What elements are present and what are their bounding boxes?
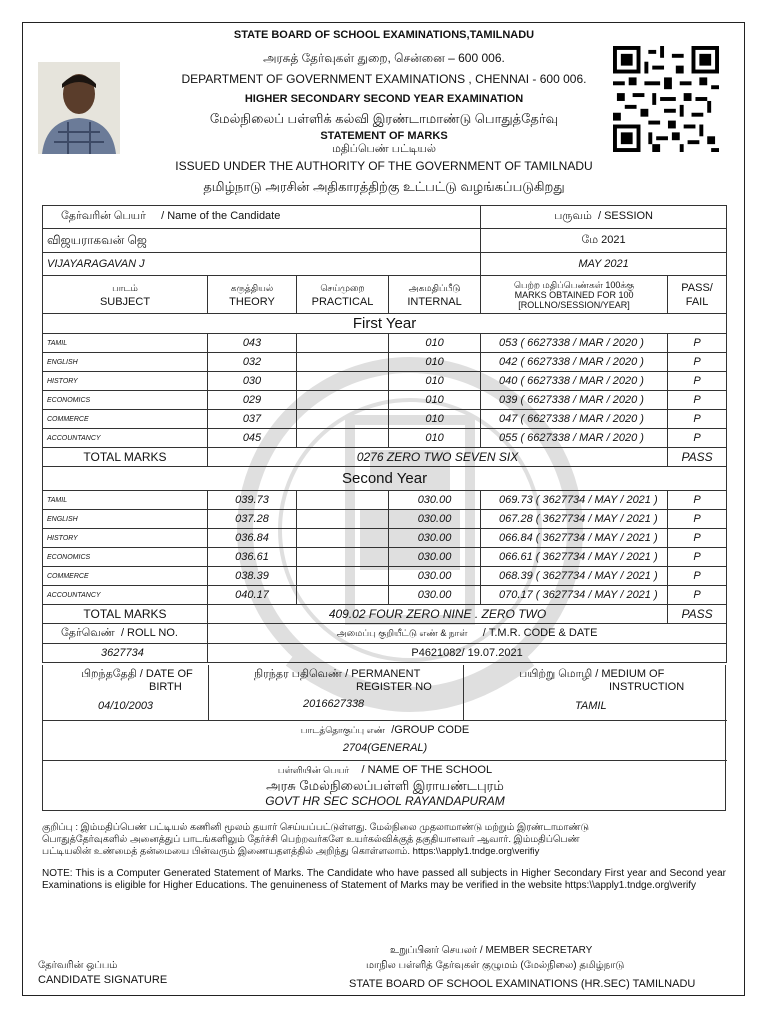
first-year-title: First Year (43, 314, 727, 334)
internal-mark: 030.00 (389, 510, 481, 529)
practical-mark (297, 586, 389, 605)
subject-row (43, 391, 727, 410)
subject-name: ECONOMICS (43, 391, 208, 410)
school-label-tamil: பள்ளியின் பெயர் (277, 765, 350, 775)
dept-title-tamil: அரசுத் தேர்வுகள் துறை, சென்னை – 600 006. (263, 51, 505, 65)
theory-mark: 040.17 (208, 586, 297, 605)
practical-mark (297, 353, 389, 372)
candidate-signature-tamil: தேர்வரின் ஒப்பம் (38, 960, 118, 971)
candidate-signature-label: CANDIDATE SIGNATURE (38, 974, 168, 986)
theory-mark: 036.84 (208, 529, 297, 548)
tmr-code: P4621082/ 19.07.2021 (208, 644, 727, 663)
subject-name: HISTORY (43, 529, 208, 548)
medium-cell (463, 665, 727, 720)
statement-title-tamil: மதிப்பெண் பட்டியல் (331, 143, 437, 155)
school-label: / NAME OF THE SCHOOL (361, 764, 493, 776)
dob-label: / DATE OF (139, 668, 193, 680)
obtained-mark: 069.73 ( 3627734 / MAY / 2021 ) (481, 491, 668, 510)
col-theory: கருத்தியல் THEORY (208, 276, 297, 314)
practical-mark (297, 429, 389, 448)
tmr-label: / T.M.R. CODE & DATE (482, 627, 598, 639)
practical-mark (297, 567, 389, 586)
session-label: / SESSION (597, 210, 654, 222)
dob-cell (43, 665, 209, 720)
col-internal: அகமதிப்பீடு INTERNAL (389, 276, 481, 314)
group-cell (43, 720, 727, 761)
note-tamil-2: பொதுத்தேர்வுகளில் அனைத்துப் பாடங்களிலும் தேர்ச்சி பெற்றவர்களே உயர்கல்விக்குத் தகுதியானவர் ஆவார். இம்மதிப்பெண் (42, 834, 580, 845)
second-year-title: Second Year (43, 467, 727, 491)
subject-name: ENGLISH (43, 353, 208, 372)
obtained-mark: 039 ( 6627338 / MAR / 2020 ) (481, 391, 668, 410)
subject-name: TAMIL (43, 334, 208, 353)
internal-mark: 010 (389, 334, 481, 353)
theory-mark: 038.39 (208, 567, 297, 586)
roll-label: / ROLL NO. (120, 626, 178, 639)
internal-mark: 010 (389, 429, 481, 448)
note-tamil-3: பட்டியலின் உண்மைத் தன்மையை பின்வரும் இணையதளத்தில் அறிந்து கொள்ளலாம். https:\\apply1.tndge.org\verifiy (42, 846, 540, 857)
practical-mark (297, 334, 389, 353)
result: P (668, 491, 727, 510)
subject-name: COMMERCE (43, 410, 208, 429)
subject-row (43, 410, 727, 429)
result: P (668, 372, 727, 391)
theory-mark: 037.28 (208, 510, 297, 529)
theory-mark: 029 (208, 391, 297, 410)
group-value: 2704(GENERAL) (342, 742, 428, 754)
subject-row (43, 529, 727, 548)
session: MAY 2021 (481, 253, 727, 276)
subject-name: COMMERCE (43, 567, 208, 586)
first-year-rows (43, 334, 727, 448)
session-tamil: மே 2021 (481, 229, 727, 253)
internal-mark: 030.00 (389, 491, 481, 510)
subject-name: ACCOUNTANCY (43, 586, 208, 605)
board-title: STATE BOARD OF SCHOOL EXAMINATIONS,TAMILNADU (233, 29, 535, 41)
internal-mark: 010 (389, 391, 481, 410)
subject-row (43, 510, 727, 529)
subject-row (43, 353, 727, 372)
theory-mark: 030 (208, 372, 297, 391)
roll-label-cell (43, 624, 208, 644)
medium-label: / MEDIUM OF (595, 668, 665, 680)
col-passfail: PASS/ FAIL (668, 276, 727, 314)
internal-mark: 010 (389, 410, 481, 429)
theory-mark: 032 (208, 353, 297, 372)
roll-number: 3627734 (43, 644, 208, 663)
details-box (42, 665, 726, 811)
school-name-tamil: அரசு மேல்நிலைப்பள்ளி இராயண்டபுரம் (266, 778, 504, 793)
school-cell (43, 760, 727, 812)
subject-row (43, 334, 727, 353)
medium-label-tamil: பயிற்று மொழி (519, 668, 593, 680)
col-subject: பாடம் SUBJECT (43, 276, 208, 314)
second-year-rows (43, 491, 727, 605)
candidate-name-tamil: விஜயராகவன் ஜெ (43, 229, 481, 253)
internal-mark: 030.00 (389, 529, 481, 548)
theory-mark: 036.61 (208, 548, 297, 567)
perm-label-2: REGISTER NO (356, 681, 432, 693)
obtained-mark: 055 ( 6627338 / MAR / 2020 ) (481, 429, 668, 448)
first-year-result: PASS (668, 448, 727, 467)
result: P (668, 391, 727, 410)
tmr-label-tamil: அமைப்பு குறியீட்டு எண் & நாள் (336, 628, 468, 638)
board-tamil-label: மாநில பள்ளித் தேர்வுகள் குழுமம் (மேல்நிலை) தமிழ்நாடு (366, 960, 625, 971)
marks-table (42, 205, 727, 663)
name-label-cell (43, 206, 481, 229)
exam-title-tamil: மேல்நிலைப் பள்ளிக் கல்வி இரண்டாமாண்டு பொதுத்தேர்வு (209, 111, 559, 126)
medium-value: TAMIL (575, 700, 607, 712)
candidate-name: VIJAYARAGAVAN J (43, 253, 481, 276)
subject-row (43, 586, 727, 605)
second-year-total: 409.02 FOUR ZERO NINE . ZERO TWO (208, 605, 668, 624)
dob-label-tamil: பிறந்ததேதி (81, 668, 137, 680)
result: P (668, 548, 727, 567)
perm-label-tamil: நிரந்தர பதிவெண் (254, 668, 343, 680)
col-obtained: பெற்ற மதிப்பெண்கள் 100க்கு MARKS OBTAINED FOR 100 [ROLLNO/SESSION/YEAR] (481, 276, 668, 314)
group-label: /GROUP CODE (391, 724, 470, 736)
subject-name: ECONOMICS (43, 548, 208, 567)
subject-row (43, 429, 727, 448)
col-practical: செய்முறை PRACTICAL (297, 276, 389, 314)
name-label: / Name of the Candidate (161, 210, 281, 222)
statement-title: STATEMENT OF MARKS (320, 130, 448, 142)
member-secretary-label: உறுப்பினர் செயலர் / MEMBER SECRETARY (390, 945, 593, 956)
result: P (668, 429, 727, 448)
first-year-total: 0276 ZERO TWO SEVEN SIX (208, 448, 668, 467)
subject-row (43, 548, 727, 567)
practical-mark (297, 372, 389, 391)
exam-title: HIGHER SECONDARY SECOND YEAR EXAMINATION (244, 93, 524, 105)
subject-name: HISTORY (43, 372, 208, 391)
obtained-mark: 066.84 ( 3627734 / MAY / 2021 ) (481, 529, 668, 548)
internal-mark: 030.00 (389, 548, 481, 567)
medium-label-2: INSTRUCTION (609, 681, 685, 693)
theory-mark: 037 (208, 410, 297, 429)
subject-row (43, 567, 727, 586)
practical-mark (297, 548, 389, 567)
note-tamil-1: குறிப்பு : இம்மதிப்பெண் பட்டியல் கணினி மூலம் தயார் செய்யப்பட்டுள்ளது. மேல்நிலை முதலாமாண்டு மற்றும் இரண்டாமாண்டு (42, 822, 589, 833)
result: P (668, 334, 727, 353)
obtained-mark: 047 ( 6627338 / MAR / 2020 ) (481, 410, 668, 429)
note-tamil (42, 822, 726, 858)
result: P (668, 410, 727, 429)
practical-mark (297, 529, 389, 548)
obtained-mark: 067.28 ( 3627734 / MAY / 2021 ) (481, 510, 668, 529)
note-english: NOTE: This is a Computer Generated Statement of Marks. The Candidate who have passed all subjects in Higher Secondary First year and Second year Examinations is eligible for Higher Educations. The genuineness of Statement of Marks may be verified in the website https:\\apply1.tndge.org\verify (42, 868, 726, 891)
result: P (668, 510, 727, 529)
theory-mark: 043 (208, 334, 297, 353)
obtained-mark: 040 ( 6627338 / MAR / 2020 ) (481, 372, 668, 391)
obtained-mark: 042 ( 6627338 / MAR / 2020 ) (481, 353, 668, 372)
school-name: GOVT HR SEC SCHOOL RAYANDAPURAM (265, 794, 505, 808)
result: P (668, 567, 727, 586)
issued-text-tamil: தமிழ்நாடு அரசின் அதிகாரத்திற்கு உட்பட்டு வழங்கப்படுகிறது (203, 179, 565, 194)
internal-mark: 010 (389, 353, 481, 372)
roll-label-tamil: தேர்வெண் (61, 626, 115, 639)
obtained-mark: 053 ( 6627338 / MAR / 2020 ) (481, 334, 668, 353)
perm-cell (208, 665, 464, 720)
dept-title: DEPARTMENT OF GOVERNMENT EXAMINATIONS , CHENNAI - 600 006. (181, 72, 587, 86)
theory-mark: 039.73 (208, 491, 297, 510)
obtained-mark: 070.17 ( 3627734 / MAY / 2021 ) (481, 586, 668, 605)
obtained-mark: 066.61 ( 3627734 / MAY / 2021 ) (481, 548, 668, 567)
first-year-total-label: TOTAL MARKS (43, 448, 208, 467)
internal-mark: 030.00 (389, 567, 481, 586)
session-label-cell (481, 206, 727, 229)
result: P (668, 353, 727, 372)
dob-label-2: BIRTH (149, 681, 182, 693)
practical-mark (297, 410, 389, 429)
name-label-tamil: தேர்வரின் பெயர் (61, 210, 146, 222)
obtained-mark: 068.39 ( 3627734 / MAY / 2021 ) (481, 567, 668, 586)
second-year-total-label: TOTAL MARKS (43, 605, 208, 624)
result: P (668, 529, 727, 548)
internal-mark: 010 (389, 372, 481, 391)
tmr-label-cell (208, 624, 727, 644)
perm-value: 2016627338 (303, 698, 365, 710)
result: P (668, 586, 727, 605)
subject-row (43, 491, 727, 510)
board-label: STATE BOARD OF SCHOOL EXAMINATIONS (HR.SEC) TAMILNADU (349, 978, 696, 990)
practical-mark (297, 510, 389, 529)
subject-name: TAMIL (43, 491, 208, 510)
dob-value: 04/10/2003 (98, 700, 154, 712)
session-label-tamil: பருவம் (554, 210, 592, 222)
subject-row (43, 372, 727, 391)
subject-name: ENGLISH (43, 510, 208, 529)
second-year-result: PASS (668, 605, 727, 624)
practical-mark (297, 491, 389, 510)
subject-name: ACCOUNTANCY (43, 429, 208, 448)
perm-label: / PERMANENT (345, 668, 421, 680)
internal-mark: 030.00 (389, 586, 481, 605)
issued-text: ISSUED UNDER THE AUTHORITY OF THE GOVERNMENT OF TAMILNADU (175, 159, 593, 173)
practical-mark (297, 391, 389, 410)
group-label-tamil: பாடத்தொகுப்பு எண் (300, 725, 386, 735)
theory-mark: 045 (208, 429, 297, 448)
